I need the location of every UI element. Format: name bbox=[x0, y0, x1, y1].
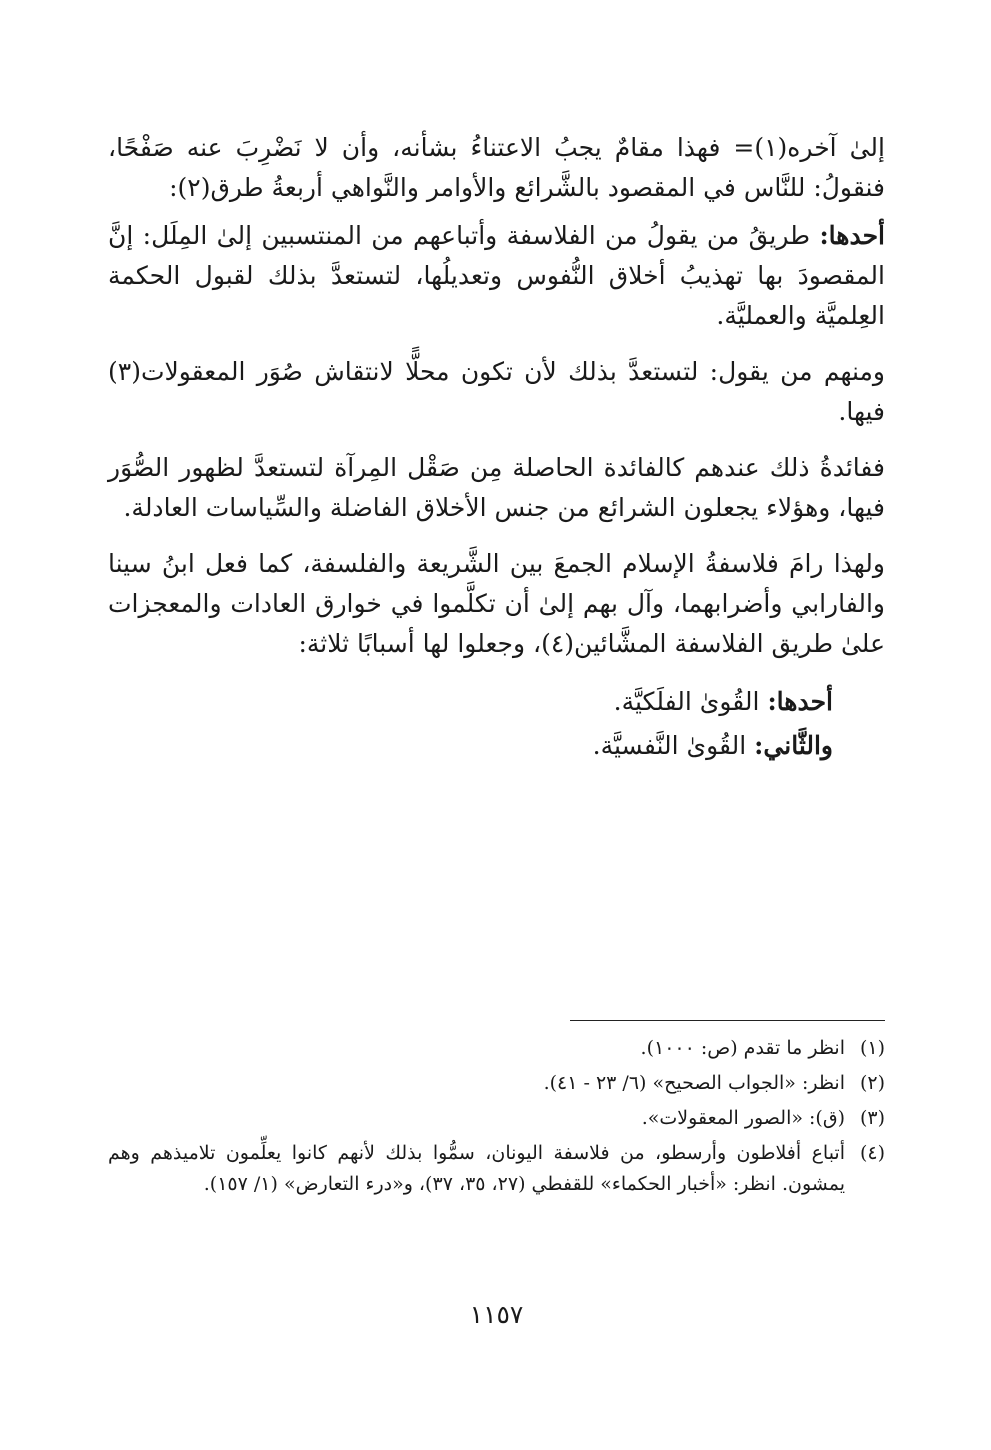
footnote-text: انظر ما تقدم (ص: ١٠٠٠). bbox=[640, 1037, 845, 1059]
footnote-number: (٣) bbox=[859, 1107, 885, 1129]
footnote-2 bbox=[108, 1068, 885, 1099]
list-item-1-text: القُوىٰ الفلَكيَّة. bbox=[613, 687, 760, 716]
footnote-text: انظر: «الجواب الصحيح» (٦/ ٢٣ - ٤١). bbox=[543, 1072, 845, 1094]
footnote-3 bbox=[108, 1103, 885, 1134]
list-item-1-lead: أحدها: bbox=[767, 687, 833, 716]
list-item-2-text: القُوىٰ النَّفسيَّة. bbox=[592, 731, 747, 760]
footnote-separator bbox=[570, 1020, 885, 1021]
footnote-text: (ق): «الصور المعقولات». bbox=[641, 1107, 845, 1129]
book-page bbox=[108, 128, 885, 1368]
paragraph-2-text: طريقُ من يقولُ من الفلاسفة وأتباعهم من المنتسبين إلىٰ المِلَل: إنَّ المقصودَ بها تهذيبُ أخلاق النُّفوس وتعديلُها، لتستعدَّ بذلك لقبول الحكمة العِلميَّة والعمليَّة. bbox=[108, 221, 885, 330]
footnote-number: (١) bbox=[859, 1037, 885, 1059]
paragraph-1: إلىٰ آخره(١)= فهذا مقامٌ يجبُ الاعتناءُ بشأنه، وأن لا نَضْرِبَ عنه صَفْحًا، فنقولُ: للنَّاس في المقصود بالشَّرائع والأوامر والنَّواهي أربعةُ طرق(٢): bbox=[108, 133, 885, 202]
footnote-4 bbox=[108, 1138, 885, 1200]
paragraph-3: ومنهم من يقول: لتستعدَّ بذلك لأن تكون محلًّا لانتقاش صُوَر المعقولات(٣) فيها. bbox=[108, 357, 885, 426]
footnote-number: (٤) bbox=[859, 1142, 885, 1164]
page-number: ١١٥٧ bbox=[469, 1300, 524, 1329]
paragraph-2 bbox=[108, 216, 885, 336]
footnote-number: (٢) bbox=[859, 1072, 885, 1094]
list-item-1 bbox=[108, 680, 885, 724]
paragraph-2-lead: أحدها: bbox=[819, 221, 885, 250]
paragraph-4: ففائدةُ ذلك عندهم كالفائدة الحاصلة مِن صَقْل المِرآة لتستعدَّ لظهور الصُّوَر فيها، وهؤلاء يجعلون الشرائع من جنس الأخلاق الفاضلة والسِّياسات العادلة. bbox=[108, 453, 885, 522]
main-text bbox=[108, 128, 885, 768]
footnote-text: أتباع أفلاطون وأرسطو، من فلاسفة اليونان، سمُّوا بذلك لأنهم كانوا يعلِّمون تلاميذهم وهم يمشون. انظر: «أخبار الحكماء» للقفطي (٢٧، ٣٥، ٣٧)، و«درء التعارض» (١/ ١٥٧). bbox=[108, 1142, 845, 1195]
footnotes bbox=[108, 1033, 885, 1204]
list-item-2-lead: والثَّاني: bbox=[754, 731, 833, 760]
footnote-1 bbox=[108, 1033, 885, 1064]
paragraph-5: ولهذا رامَ فلاسفةُ الإسلام الجمعَ بين الشَّريعة والفلسفة، كما فعل ابنُ سينا والفارابي وأضرابهما، وآل بهم إلىٰ أن تكلَّموا في خوارق العادات والمعجزات علىٰ طريق الفلاسفة المشَّائين(٤)، وجعلوا لها أسبابًا ثلاثة: bbox=[108, 549, 885, 658]
list-item-2 bbox=[108, 724, 885, 768]
